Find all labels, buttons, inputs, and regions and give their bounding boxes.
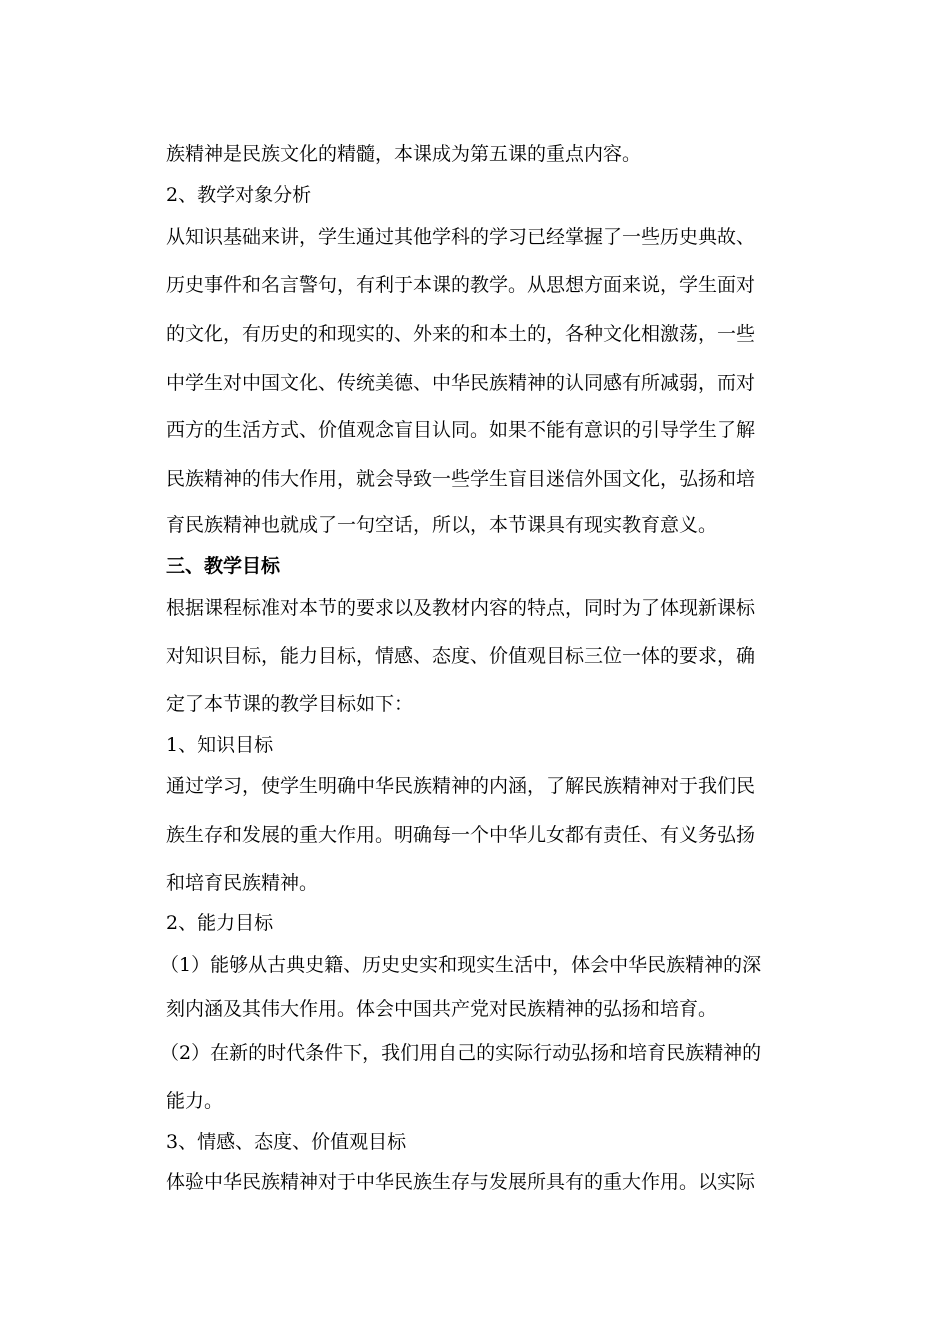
body-text-line: 育民族精神也就成了一句空话，所以，本节课具有现实教育意义。 [166,514,718,536]
body-text-line: 历史事件和名言警句，有利于本课的教学。从思想方面来说，学生面对 [166,274,756,296]
body-text-line: 体验中华民族精神对于中华民族生存与发展所具有的重大作用。以实际 [166,1171,756,1193]
body-text-line: 西方的生活方式、价值观念盲目认同。如果不能有意识的引导学生了解 [166,419,756,441]
body-text-line: 族精神是民族文化的精髓，本课成为第五课的重点内容。 [166,143,642,165]
subheading-emotion-attitude-values-goals: 3、情感、态度、价值观目标 [166,1131,407,1153]
body-text-line: 中学生对中国文化、传统美德、中华民族精神的认同感有所减弱，而对 [166,372,756,394]
body-text-line: 的文化，有历史的和现实的、外来的和本土的，各种文化相激荡，一些 [166,323,756,345]
body-text-line: 根据课程标准对本节的要求以及教材内容的特点，同时为了体现新课标 [166,597,756,619]
subheading-knowledge-goals: 1、知识目标 [166,734,274,756]
body-text-line: 对知识目标，能力目标，情感、态度、价值观目标三位一体的要求，确 [166,645,756,667]
subheading-teaching-object-analysis: 2、教学对象分析 [166,184,312,206]
body-text-line: 定了本节课的教学目标如下： [166,693,414,715]
body-text-line: 通过学习，使学生明确中华民族精神的内涵，了解民族精神对于我们民 [166,775,756,797]
body-text-line: 族生存和发展的重大作用。明确每一个中华儿女都有责任、有义务弘扬 [166,824,756,846]
body-text-line: 刻内涵及其伟大作用。体会中国共产党对民族精神的弘扬和培育。 [166,998,718,1020]
body-text-line: 和培育民族精神。 [166,872,319,894]
list-item-ability-1: （1）能够从古典史籍、历史史实和现实生活中，体会中华民族精神的深 [160,954,762,976]
body-text-line: 民族精神的伟大作用，就会导致一些学生盲目迷信外国文化，弘扬和培 [166,468,756,490]
subheading-ability-goals: 2、能力目标 [166,912,274,934]
section-heading-teaching-goals: 三、教学目标 [166,555,281,577]
body-text-line: 能力。 [166,1090,224,1112]
body-text-line: 从知识基础来讲，学生通过其他学科的学习已经掌握了一些历史典故、 [166,226,756,248]
list-item-ability-2: （2）在新的时代条件下，我们用自己的实际行动弘扬和培育民族精神的 [160,1042,762,1064]
